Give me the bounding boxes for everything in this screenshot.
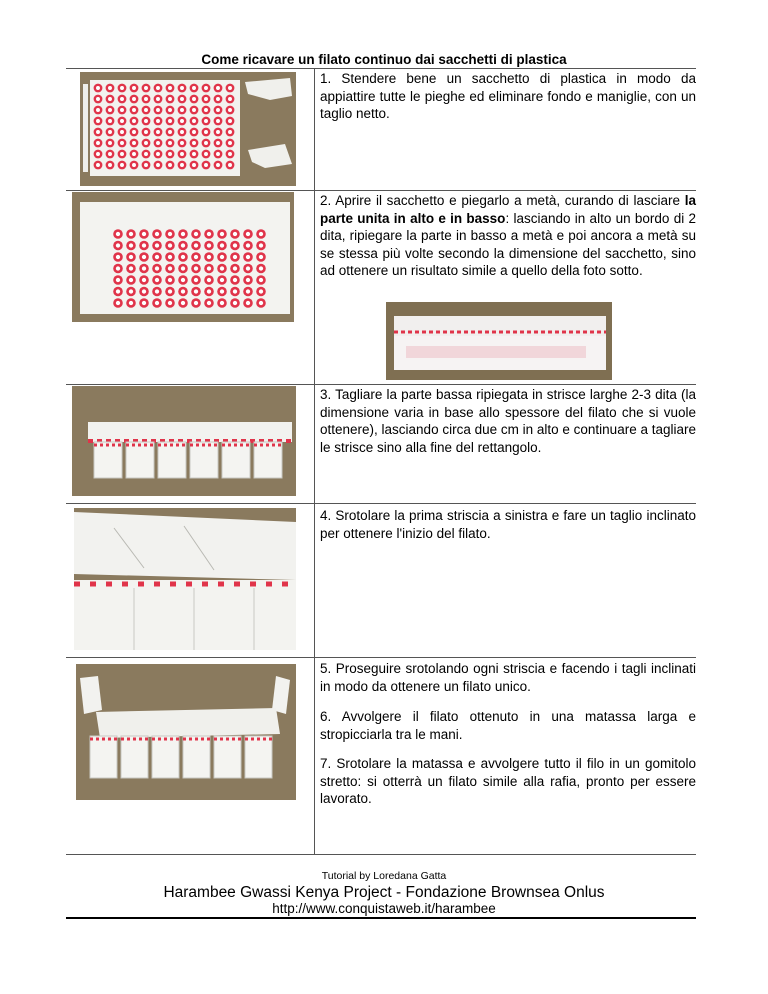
step-2-text bbox=[320, 192, 696, 280]
step-7-text: 7. Srotolare la matassa e avvolgere tutto il filo in un gomitolo stretto: si otterrà un filato simile alla rafia, pronto per essere lavorato. bbox=[320, 756, 696, 806]
step-6-text: 6. Avvolgere il filato ottenuto in una matassa larga e stropicciarla tra le mani. bbox=[320, 709, 696, 742]
step-3-text: 3. Tagliare la parte bassa ripiegata in strisce larghe 2-3 dita (la dimensione varia in base allo spessore del filato che si vuole ottenere), lasciando circa due cm in alto e continuare a tagliare le strisce sino alla fine del rettangolo. bbox=[320, 387, 696, 455]
table-row-border bbox=[66, 657, 696, 658]
footer-organization: Harambee Gwassi Kenya Project - Fondazione Brownsea Onlus bbox=[163, 884, 605, 901]
photo-cut-strips bbox=[72, 386, 296, 496]
photo-flattened-bag bbox=[80, 72, 296, 186]
footer-rule bbox=[66, 917, 696, 919]
step-2-text-lead: 2. Aprire il sacchetto e piegarlo a metà, curando di lasciare bbox=[320, 193, 685, 208]
step-5-text: 5. Proseguire srotolando ogni striscia e facendo i tagli inclinati in modo da ottenere un filato unico. bbox=[320, 661, 696, 694]
step-1-text: 1. Stendere bene un sacchetto di plastica in modo da appiattire tutte le pieghe ed eliminare fondo e maniglie, con un taglio netto. bbox=[320, 71, 696, 121]
document-title: Come ricavare un filato continuo dai sacchetti di plastica bbox=[201, 52, 567, 67]
tutorial-credit: Tutorial by Loredana Gatta bbox=[321, 870, 447, 882]
footer-url: http://www.conquistaweb.it/harambee bbox=[272, 901, 496, 916]
photo-first-cut bbox=[74, 508, 296, 650]
photo-folded-result bbox=[386, 302, 612, 380]
table-row-border bbox=[66, 190, 696, 191]
step-4-text: 4. Srotolare la prima striscia a sinistra e fare un taglio inclinato per ottenere l'inizio del filato. bbox=[320, 508, 696, 541]
table-bottom-border bbox=[66, 854, 696, 855]
table-column-divider bbox=[314, 68, 315, 855]
table-row-border bbox=[66, 384, 696, 385]
photo-continuous-yarn bbox=[76, 664, 296, 800]
step-2-text-bold: la parte unita in alto e in basso bbox=[320, 193, 696, 226]
photo-folded-bag bbox=[72, 192, 294, 322]
step-2-text-tail: : lasciando in alto un bordo di 2 dita, ripiegare la parte in basso a metà e poi ancora a metà su se stessa più volte secondo la dimensione del sacchetto, sino ad ottenere un risultato simile a quello della foto sotto. bbox=[320, 210, 696, 278]
table-row-border bbox=[66, 68, 696, 69]
table-row-border bbox=[66, 503, 696, 504]
